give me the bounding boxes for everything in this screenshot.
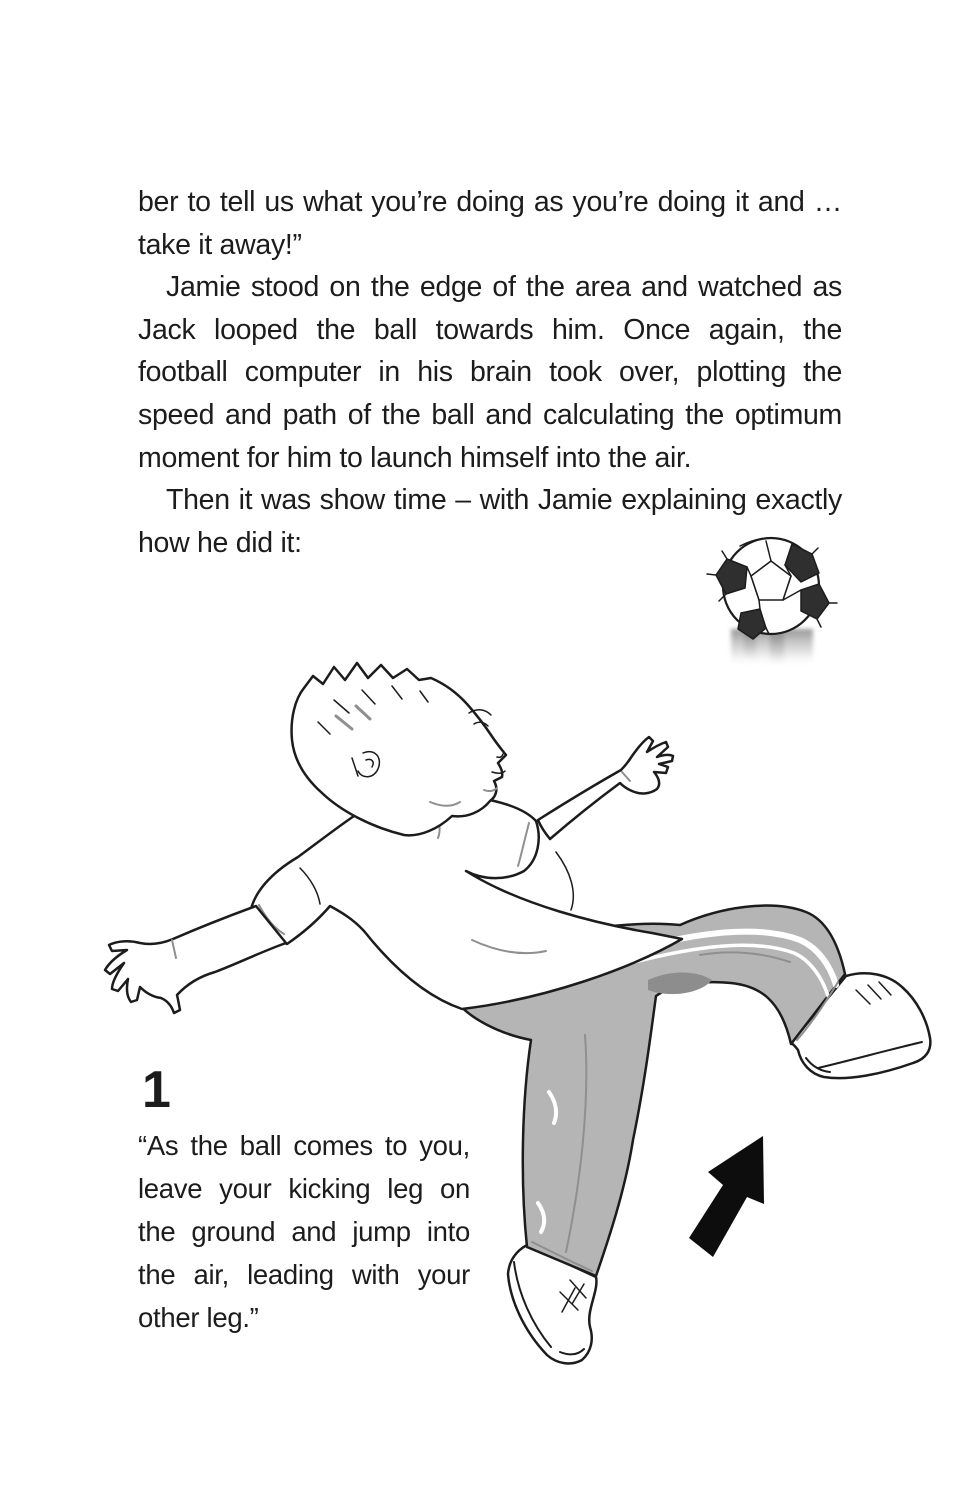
body-text	[138, 181, 842, 564]
player-left-arm	[105, 906, 286, 1013]
paragraph-3: Then it was show time – with Jamie explaining exactly how he did it:	[138, 484, 842, 559]
step-quote: “As the ball comes to you, leave your kicking leg on the ground and jump into the air, leading with your other leg.”	[138, 1130, 470, 1333]
player-right-arm	[538, 737, 673, 839]
player-head	[292, 663, 506, 835]
paragraph-1: ber to tell us what you’re doing as you’re doing it and … take it away!”	[138, 186, 842, 261]
up-right-arrow-icon	[689, 1136, 764, 1257]
paragraph-2: Jamie stood on the edge of the area and watched as Jack looped the ball towards him. Once again, the football computer in his brain took over, plotting the speed and path of the ball and calculating the optimum moment for him to launch himself into the air.	[138, 271, 842, 474]
step-number: 1	[142, 1061, 171, 1119]
